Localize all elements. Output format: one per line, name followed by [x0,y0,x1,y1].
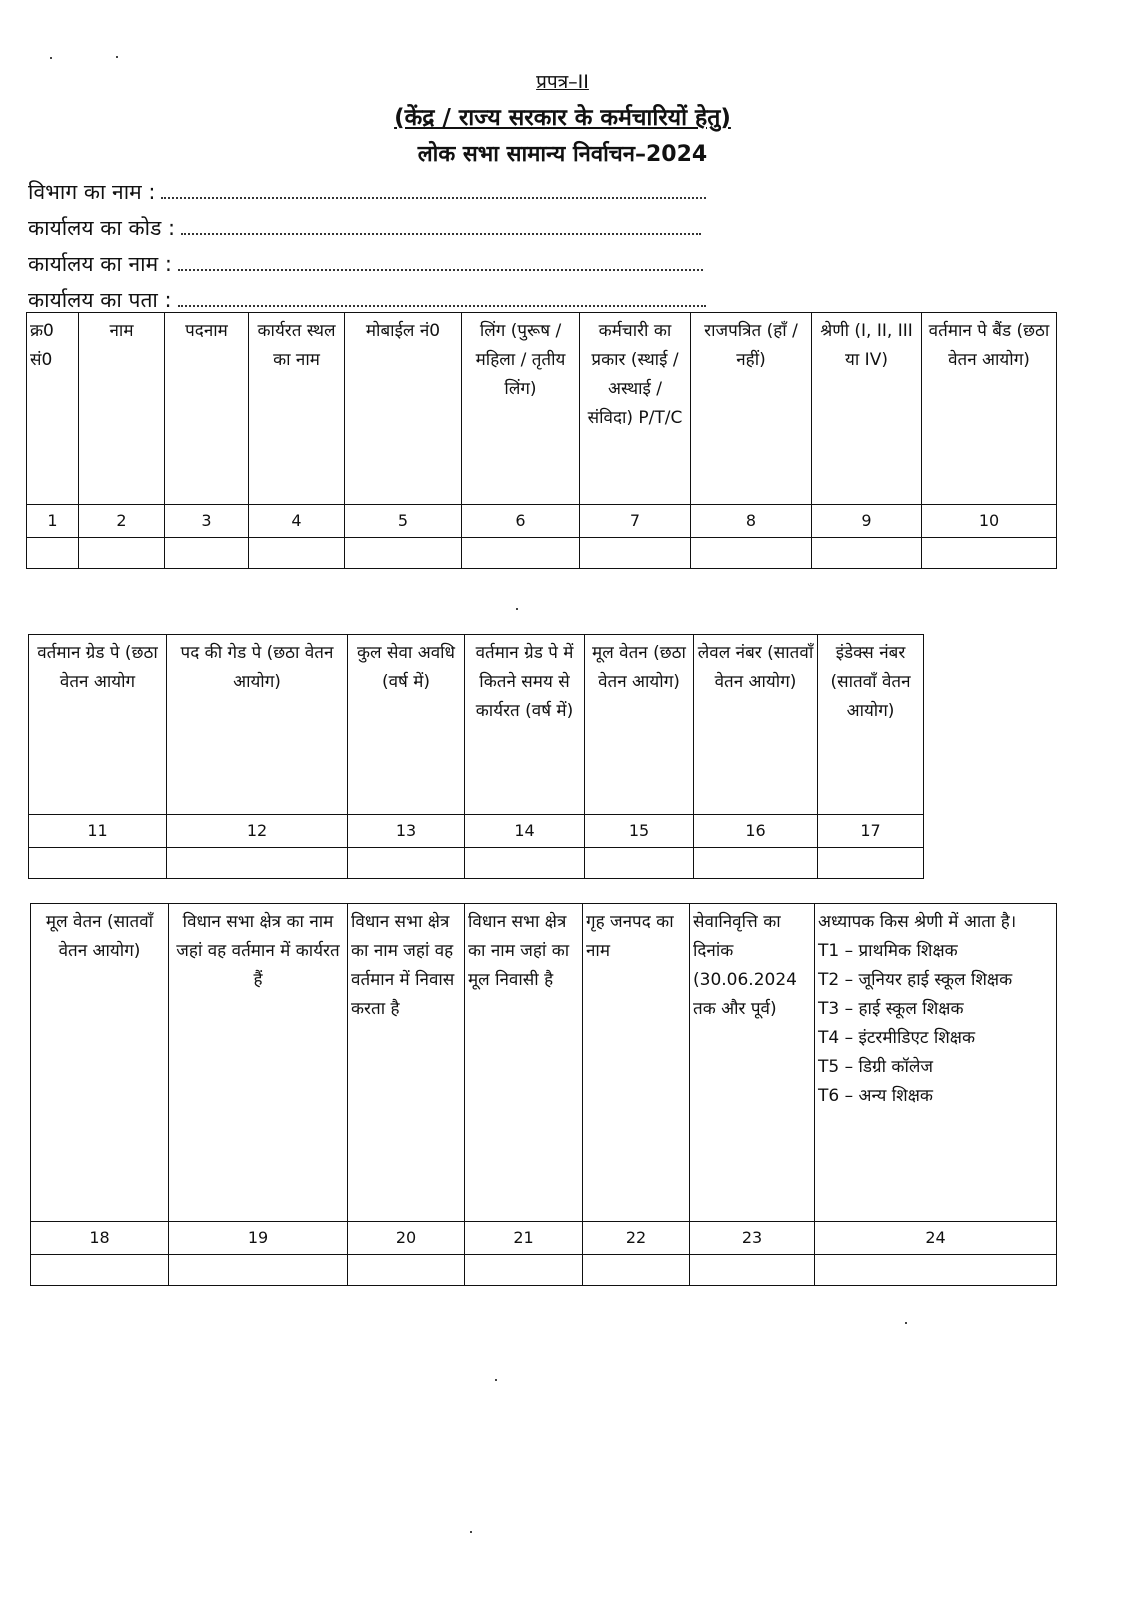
col-level-number: लेवल नंबर (सातवाँ वेतन आयोग) [694,635,818,815]
scan-speck [516,608,518,610]
col-total-service: कुल सेवा अवधि (वर्ष में) [348,635,465,815]
col-name: नाम [79,313,165,505]
entry-cell[interactable] [249,538,345,569]
column-number: 21 [465,1222,583,1255]
entry-cell[interactable] [690,1255,815,1286]
entry-cell[interactable] [348,848,465,879]
col-pay-band: वर्तमान पे बैंड (छठा वेतन आयोग) [922,313,1057,505]
teacher-category-t2: T2 – जूनियर हाई स्कूल शिक्षक [818,970,1013,990]
scan-speck [470,1531,472,1533]
column-number: 23 [690,1222,815,1255]
header-row [27,313,1057,505]
col-class: श्रेणी (I, II, III या IV) [812,313,922,505]
employee-table-1 [26,312,1057,569]
blank-entry-row [31,1255,1057,1286]
entry-cell[interactable] [465,848,585,879]
column-number-row [29,815,924,848]
blank-line [178,293,706,307]
field-label: कार्यालय का नाम : [28,252,172,276]
blank-line [178,257,703,271]
entry-cell[interactable] [167,848,348,879]
column-number: 18 [31,1222,169,1255]
blank-line [181,221,701,235]
column-number: 20 [348,1222,465,1255]
entry-cell[interactable] [694,848,818,879]
column-number: 19 [169,1222,348,1255]
field-label: कार्यालय का कोड : [28,216,176,240]
field-label: कार्यालय का पता : [28,288,172,312]
entry-cell[interactable] [27,538,79,569]
col-home-district: गृह जनपद का नाम [583,904,690,1222]
scan-speck [495,1379,497,1381]
entry-cell[interactable] [922,538,1057,569]
entry-cell[interactable] [29,848,167,879]
column-number: 5 [345,505,462,538]
col-gazetted: राजपत्रित (हाँ / नहीं) [691,313,812,505]
column-number: 15 [585,815,694,848]
field-department-name [28,178,706,206]
entry-cell[interactable] [345,538,462,569]
scan-speck [50,57,52,59]
col-ac-residence: विधान सभा क्षेत्र का नाम जहां वह वर्तमान में निवास करता है [348,904,465,1222]
entry-cell[interactable] [818,848,924,879]
col-retirement-date: सेवानिवृत्ति का दिनांक (30.06.2024 तक और पूर्व) [690,904,815,1222]
form-title: लोक सभा सामान्य निर्वाचन–2024 [417,142,708,167]
entry-cell[interactable] [348,1255,465,1286]
col-employee-type: कर्मचारी का प्रकार (स्थाई / अस्थाई / संविदा) P/T/C [580,313,691,505]
col-current-grade-pay: वर्तमान ग्रेड पे (छठा वेतन आयोग [29,635,167,815]
col-post-grade-pay: पद की गेड पे (छठा वेतन आयोग) [167,635,348,815]
col-designation: पदनाम [165,313,249,505]
entry-cell[interactable] [691,538,812,569]
entry-cell[interactable] [169,1255,348,1286]
column-number: 4 [249,505,345,538]
column-number: 7 [580,505,691,538]
employee-table-2 [28,634,924,879]
col-years-in-grade-pay: वर्तमान ग्रेड पे में कितने समय से कार्यरत (वर्ष में) [465,635,585,815]
header-row [31,904,1057,1222]
header-row [29,635,924,815]
column-number: 8 [691,505,812,538]
col-index-number: इंडेक्स नंबर (सातवाँ वेतन आयोग) [818,635,924,815]
entry-cell[interactable] [465,1255,583,1286]
entry-cell[interactable] [79,538,165,569]
employee-table-3 [30,903,1057,1286]
column-number: 24 [815,1222,1057,1255]
column-number: 14 [465,815,585,848]
entry-cell[interactable] [31,1255,169,1286]
column-number: 22 [583,1222,690,1255]
field-office-address [28,286,706,314]
col-basic-pay-7th: मूल वेतन (सातवाँ वेतन आयोग) [31,904,169,1222]
column-number: 12 [167,815,348,848]
column-number: 16 [694,815,818,848]
entry-cell[interactable] [583,1255,690,1286]
entry-cell[interactable] [812,538,922,569]
col-serial-no: क्र0 सं0 [27,313,79,505]
entry-cell[interactable] [580,538,691,569]
teacher-category-t1: T1 – प्राथमिक शिक्षक [818,941,958,961]
teacher-category-t3: T3 – हाई स्कूल शिक्षक [818,999,964,1019]
form-number: प्रपत्र–II [536,71,589,93]
scan-speck [116,56,118,58]
field-office-name [28,250,703,278]
col-ac-workplace: विधान सभा क्षेत्र का नाम जहां वह वर्तमान में कार्यरत हैं [169,904,348,1222]
column-number: 3 [165,505,249,538]
column-number-row [27,505,1057,538]
entry-cell[interactable] [815,1255,1057,1286]
blank-entry-row [29,848,924,879]
entry-cell[interactable] [462,538,580,569]
field-label: विभाग का नाम : [28,180,156,204]
scan-speck [905,1322,907,1324]
col-basic-pay-6th: मूल वेतन (छठा वेतन आयोग) [585,635,694,815]
teacher-category-t4: T4 – इंटरमीडिएट शिक्षक [818,1028,976,1048]
col-ac-native: विधान सभा क्षेत्र का नाम जहां का मूल निवासी है [465,904,583,1222]
col-mobile-no: मोबाईल नं0 [345,313,462,505]
teacher-category-t6: T6 – अन्य शिक्षक [818,1086,933,1106]
column-number: 2 [79,505,165,538]
teacher-category-header: अध्यापक किस श्रेणी में आता है। [818,912,1017,932]
entry-cell[interactable] [165,538,249,569]
column-number-row [31,1222,1057,1255]
column-number: 11 [29,815,167,848]
column-number: 9 [812,505,922,538]
form-subtitle: (केंद्र / राज्य सरकार के कर्मचारियों हेतु) [394,105,731,131]
column-number: 1 [27,505,79,538]
teacher-category-t5: T5 – डिग्री कॉलेज [818,1057,933,1077]
field-office-code [28,214,701,242]
column-number: 10 [922,505,1057,538]
entry-cell[interactable] [585,848,694,879]
col-gender: लिंग (पुरूष / महिला / तृतीय लिंग) [462,313,580,505]
column-number: 6 [462,505,580,538]
col-teacher-category [815,904,1057,1222]
blank-entry-row [27,538,1057,569]
col-workplace-name: कार्यरत स्थल का नाम [249,313,345,505]
column-number: 13 [348,815,465,848]
blank-line [161,185,706,199]
column-number: 17 [818,815,924,848]
